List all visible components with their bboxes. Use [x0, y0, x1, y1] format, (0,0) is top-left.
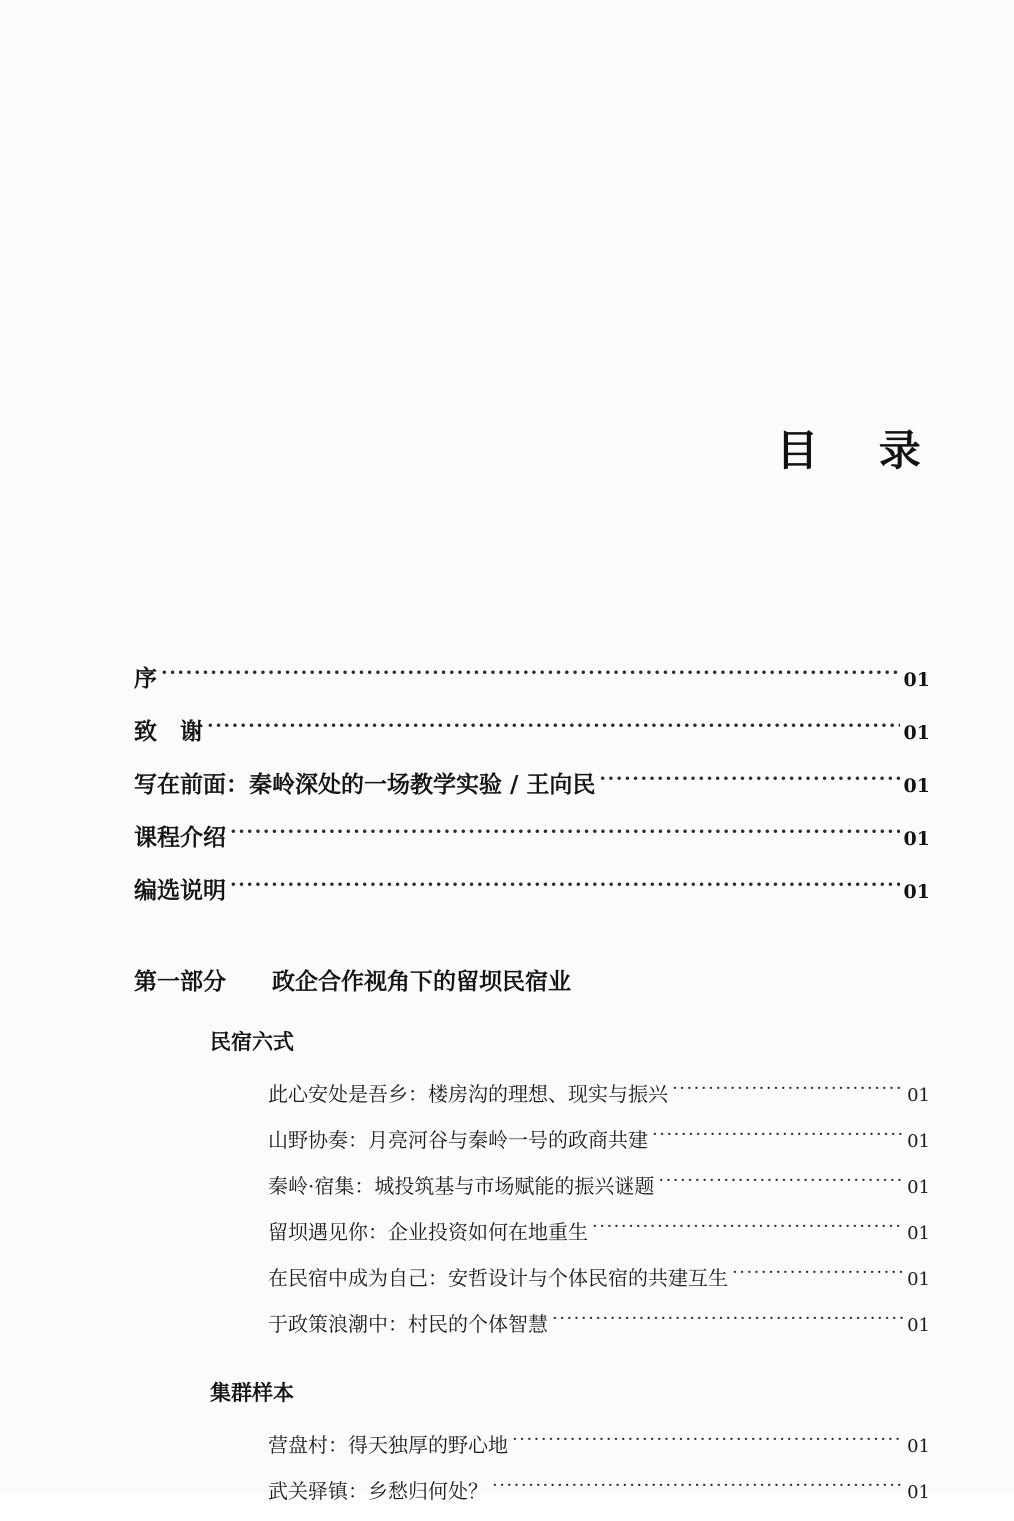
- toc-entry-label: 留坝遇见你：企业投资如何在地重生: [268, 1220, 588, 1244]
- toc-entry[interactable]: [268, 1262, 930, 1291]
- toc-entry-label: 编选说明: [134, 877, 226, 904]
- toc-entry[interactable]: [268, 1216, 930, 1245]
- toc-page-number: 01: [907, 1315, 930, 1336]
- toc-page-number: 01: [903, 881, 930, 903]
- dot-leader: [672, 1081, 903, 1101]
- toc-page-number: 01: [903, 722, 930, 744]
- dot-leader: [207, 716, 900, 739]
- dot-leader: [652, 1127, 903, 1147]
- section-entries: [134, 1429, 930, 1504]
- section-heading: 民宿六式: [210, 1030, 294, 1054]
- part-heading-one: 第一部分 政企合作视角下的留坝民宿业: [134, 968, 571, 995]
- section-entries: [134, 1078, 930, 1337]
- toc-entry-label: 秦岭·宿集：城投筑基与市场赋能的振兴谜题: [268, 1174, 655, 1198]
- toc-entry-label: 山野协奏：月亮河谷与秦岭一号的政商共建: [268, 1128, 648, 1152]
- toc-entry-label: 于政策浪潮中：村民的个体智慧: [268, 1312, 548, 1336]
- toc-entry-label: 致 谢: [134, 718, 203, 745]
- section-heading: 集群样本: [210, 1381, 294, 1405]
- toc-entry-acknowledgements[interactable]: [134, 713, 930, 746]
- toc-page-number: 01: [907, 1131, 930, 1152]
- toc-entry-label: 此心安处是吾乡：楼房沟的理想、现实与振兴: [268, 1082, 668, 1106]
- toc-page-number: 01: [907, 1223, 930, 1244]
- toc-entry-label: 写在前面：秦岭深处的一场教学实验 / 王向民: [134, 771, 596, 798]
- section-group-jiqun-yangben: [134, 1377, 930, 1504]
- dot-leader: [492, 1478, 903, 1498]
- toc-entry-label: 营盘村：得天独厚的野心地: [268, 1433, 508, 1457]
- dot-leader: [161, 663, 900, 686]
- dot-leader: [658, 1173, 903, 1193]
- toc-entry-label: 序: [134, 665, 157, 692]
- toc-page-number: 01: [907, 1177, 930, 1198]
- toc-entry[interactable]: [268, 1078, 930, 1107]
- toc-page-number: 01: [907, 1436, 930, 1457]
- toc-entry[interactable]: [268, 1429, 930, 1458]
- toc-entry-label: 在民宿中成为自己：安哲设计与个体民宿的共建互生: [268, 1266, 728, 1290]
- page-title: 目 录: [776, 426, 930, 475]
- dot-leader: [230, 822, 900, 845]
- toc-page-number: 01: [903, 669, 930, 691]
- dot-leader: [592, 1219, 903, 1239]
- toc-entry-label: 武关驿镇：乡愁归何处？: [268, 1479, 488, 1503]
- toc-page-number: 01: [903, 775, 930, 797]
- toc-entry-course-intro[interactable]: [134, 819, 930, 852]
- toc-page-number: 01: [903, 828, 930, 850]
- toc-entry-editorial-note[interactable]: [134, 872, 930, 905]
- toc-entry-preface[interactable]: [134, 660, 930, 693]
- toc-entry[interactable]: [268, 1475, 930, 1504]
- dot-leader: [599, 769, 899, 792]
- toc-entry[interactable]: [268, 1170, 930, 1199]
- dot-leader: [230, 875, 900, 898]
- section-group-minsu-liushi: [134, 1026, 930, 1337]
- toc-entry-foreword[interactable]: [134, 766, 930, 799]
- dot-leader: [512, 1432, 903, 1452]
- toc-entry-label: 课程介绍: [134, 824, 226, 851]
- table-of-contents: [134, 660, 930, 1521]
- toc-page-number: 01: [907, 1482, 930, 1503]
- dot-leader: [552, 1311, 903, 1331]
- toc-page-number: 01: [907, 1269, 930, 1290]
- toc-page-number: 01: [907, 1085, 930, 1106]
- front-matter-group: [134, 660, 930, 905]
- toc-entry[interactable]: [268, 1124, 930, 1153]
- dot-leader: [732, 1265, 903, 1285]
- toc-entry[interactable]: [268, 1308, 930, 1337]
